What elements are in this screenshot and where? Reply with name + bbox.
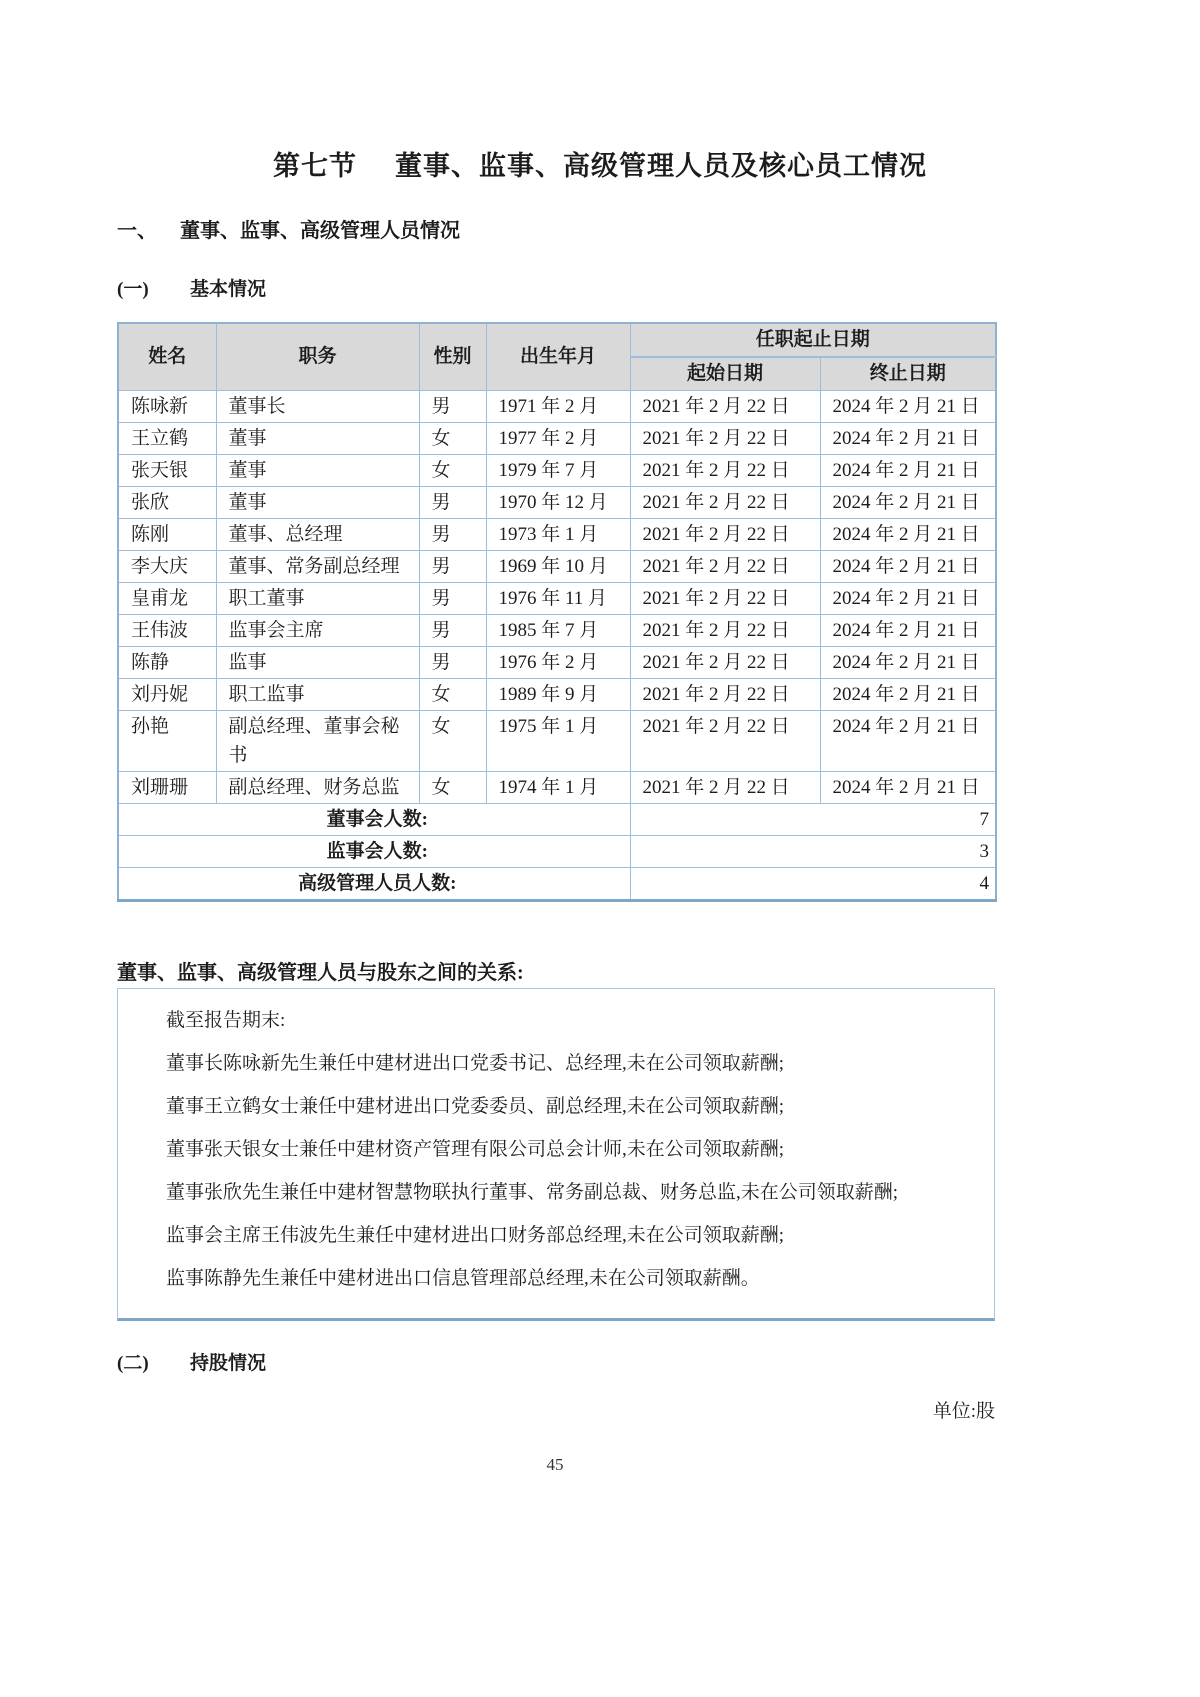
- cell-position: 副总经理、财务总监: [216, 772, 419, 804]
- cell-term-end: 2024 年 2 月 21 日: [820, 551, 996, 583]
- cell-gender: 男: [419, 487, 486, 519]
- cell-term-start: 2021 年 2 月 22 日: [630, 583, 820, 615]
- cell-position: 董事、总经理: [216, 519, 419, 551]
- cell-term-end: 2024 年 2 月 21 日: [820, 647, 996, 679]
- cell-birth: 1985 年 7 月: [486, 615, 630, 647]
- table-row: [118, 423, 996, 455]
- table-row: [118, 455, 996, 487]
- cell-term-end: 2024 年 2 月 21 日: [820, 455, 996, 487]
- cell-birth: 1989 年 9 月: [486, 679, 630, 711]
- relationship-paragraph: 董事张天银女士兼任中建材资产管理有限公司总会计师,未在公司领取薪酬;: [166, 1139, 785, 1160]
- cell-position: 监事会主席: [216, 615, 419, 647]
- cell-term-start: 2021 年 2 月 22 日: [630, 487, 820, 519]
- table-row: [118, 551, 996, 583]
- cell-birth: 1971 年 2 月: [486, 391, 630, 423]
- relationship-paragraph: 监事会主席王伟波先生兼任中建材进出口财务部总经理,未在公司领取薪酬;: [166, 1225, 785, 1246]
- cell-name: 王立鹤: [118, 423, 216, 455]
- cell-position: 监事: [216, 647, 419, 679]
- section-1-heading: [117, 214, 995, 243]
- cell-term-start: 2021 年 2 月 22 日: [630, 519, 820, 551]
- summary-value: 4: [630, 868, 996, 901]
- cell-birth: 1976 年 11 月: [486, 583, 630, 615]
- cell-name: 陈咏新: [118, 391, 216, 423]
- subsection-2-number: (二): [117, 1353, 149, 1374]
- table-row: [118, 615, 996, 647]
- cell-term-start: 2021 年 2 月 22 日: [630, 423, 820, 455]
- cell-term-start: 2021 年 2 月 22 日: [630, 772, 820, 804]
- relationship-paragraph: 监事陈静先生兼任中建材进出口信息管理部总经理,未在公司领取薪酬。: [166, 1268, 760, 1289]
- relationship-paragraph: 董事长陈咏新先生兼任中建材进出口党委书记、总经理,未在公司领取薪酬;: [166, 1053, 785, 1074]
- cell-term-end: 2024 年 2 月 21 日: [820, 772, 996, 804]
- table-row: [118, 487, 996, 519]
- table-row: [118, 519, 996, 551]
- subsection-1-heading: [117, 274, 995, 301]
- cell-term-end: 2024 年 2 月 21 日: [820, 711, 996, 772]
- cell-gender: 女: [419, 772, 486, 804]
- cell-position: 职工董事: [216, 583, 419, 615]
- cell-birth: 1979 年 7 月: [486, 455, 630, 487]
- subsection-2-title: 持股情况: [190, 1353, 267, 1374]
- col-header-term-end: 终止日期: [820, 357, 996, 391]
- cell-gender: 女: [419, 679, 486, 711]
- relationship-paragraph: 截至报告期末:: [166, 1010, 286, 1031]
- relationship-box: [117, 988, 995, 1321]
- cell-term-end: 2024 年 2 月 21 日: [820, 391, 996, 423]
- cell-name: 皇甫龙: [118, 583, 216, 615]
- relationship-heading: 董事、监事、高级管理人员与股东之间的关系:: [117, 962, 524, 984]
- cell-gender: 男: [419, 583, 486, 615]
- table-row: [118, 772, 996, 804]
- summary-label: 高级管理人员人数:: [118, 868, 630, 901]
- cell-birth: 1973 年 1 月: [486, 519, 630, 551]
- cell-name: 陈静: [118, 647, 216, 679]
- cell-term-end: 2024 年 2 月 21 日: [820, 679, 996, 711]
- table-row: [118, 679, 996, 711]
- col-header-name: 姓名: [118, 323, 216, 391]
- cell-term-start: 2021 年 2 月 22 日: [630, 455, 820, 487]
- cell-birth: 1974 年 1 月: [486, 772, 630, 804]
- cell-term-start: 2021 年 2 月 22 日: [630, 711, 820, 772]
- cell-gender: 男: [419, 551, 486, 583]
- cell-gender: 男: [419, 519, 486, 551]
- cell-term-end: 2024 年 2 月 21 日: [820, 487, 996, 519]
- subsection-2-heading: [117, 1348, 995, 1375]
- col-header-term: 任职起止日期: [630, 323, 996, 357]
- cell-gender: 男: [419, 647, 486, 679]
- cell-name: 孙艳: [118, 711, 216, 772]
- cell-position: 董事: [216, 487, 419, 519]
- cell-name: 张欣: [118, 487, 216, 519]
- cell-term-start: 2021 年 2 月 22 日: [630, 391, 820, 423]
- management-basic-info-table: [117, 322, 997, 902]
- table-row: [118, 583, 996, 615]
- cell-term-start: 2021 年 2 月 22 日: [630, 647, 820, 679]
- summary-label: 董事会人数:: [118, 804, 630, 836]
- cell-name: 张天银: [118, 455, 216, 487]
- summary-row-board-count: [118, 804, 996, 836]
- table-row: [118, 391, 996, 423]
- cell-birth: 1975 年 1 月: [486, 711, 630, 772]
- cell-gender: 女: [419, 455, 486, 487]
- cell-position: 董事: [216, 423, 419, 455]
- cell-term-end: 2024 年 2 月 21 日: [820, 615, 996, 647]
- cell-name: 王伟波: [118, 615, 216, 647]
- cell-position: 副总经理、董事会秘书: [216, 711, 419, 772]
- col-header-term-start: 起始日期: [630, 357, 820, 391]
- cell-position: 董事长: [216, 391, 419, 423]
- cell-name: 陈刚: [118, 519, 216, 551]
- summary-row-supervisor-count: [118, 836, 996, 868]
- relationship-paragraph: 董事张欣先生兼任中建材智慧物联执行董事、常务副总裁、财务总监,未在公司领取薪酬;: [166, 1182, 899, 1203]
- subsection-1-number: (一): [117, 279, 149, 300]
- section-1-title: 董事、监事、高级管理人员情况: [180, 220, 460, 242]
- cell-gender: 女: [419, 711, 486, 772]
- table-row: [118, 711, 996, 772]
- unit-note: 单位:股: [932, 1401, 995, 1422]
- cell-position: 董事: [216, 455, 419, 487]
- page-number: 45: [546, 1455, 564, 1474]
- cell-term-start: 2021 年 2 月 22 日: [630, 551, 820, 583]
- cell-gender: 男: [419, 615, 486, 647]
- cell-name: 李大庆: [118, 551, 216, 583]
- cell-birth: 1969 年 10 月: [486, 551, 630, 583]
- cell-term-end: 2024 年 2 月 21 日: [820, 423, 996, 455]
- table-row: [118, 647, 996, 679]
- page-title-section-no: 第七节: [273, 151, 357, 181]
- section-1-number: 一、: [117, 220, 157, 242]
- cell-name: 刘珊珊: [118, 772, 216, 804]
- table-header-row-1: [118, 323, 996, 357]
- cell-gender: 女: [419, 423, 486, 455]
- page-title-text: 董事、监事、高级管理人员及核心员工情况: [395, 151, 927, 181]
- col-header-position: 职务: [216, 323, 419, 391]
- page-title: [0, 144, 1200, 183]
- cell-gender: 男: [419, 391, 486, 423]
- summary-row-senior-mgmt-count: [118, 868, 996, 901]
- subsection-1-title: 基本情况: [190, 279, 267, 300]
- cell-term-start: 2021 年 2 月 22 日: [630, 615, 820, 647]
- cell-birth: 1976 年 2 月: [486, 647, 630, 679]
- summary-value: 7: [630, 804, 996, 836]
- cell-birth: 1977 年 2 月: [486, 423, 630, 455]
- cell-birth: 1970 年 12 月: [486, 487, 630, 519]
- cell-term-end: 2024 年 2 月 21 日: [820, 519, 996, 551]
- summary-label: 监事会人数:: [118, 836, 630, 868]
- cell-name: 刘丹妮: [118, 679, 216, 711]
- cell-term-end: 2024 年 2 月 21 日: [820, 583, 996, 615]
- col-header-gender: 性别: [419, 323, 486, 391]
- summary-value: 3: [630, 836, 996, 868]
- cell-position: 职工监事: [216, 679, 419, 711]
- cell-term-start: 2021 年 2 月 22 日: [630, 679, 820, 711]
- cell-position: 董事、常务副总经理: [216, 551, 419, 583]
- relationship-paragraph: 董事王立鹤女士兼任中建材进出口党委委员、副总经理,未在公司领取薪酬;: [166, 1096, 785, 1117]
- col-header-birth: 出生年月: [486, 323, 630, 391]
